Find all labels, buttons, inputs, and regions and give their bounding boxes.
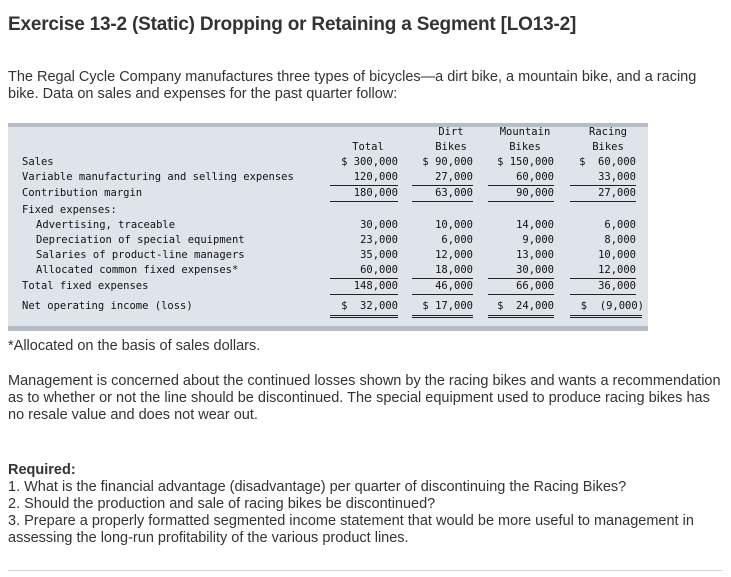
cell-variable-mountain: 60,000 bbox=[516, 171, 554, 183]
management-paragraph: Management is concerned about the continued losses shown by the racing bikes and wants a recommendation as to whether or not the line should be discontinued. The special equipment used to produce racing bikes has no resale value and does not wear out. bbox=[8, 373, 721, 423]
required-section bbox=[8, 462, 726, 547]
double-underline bbox=[330, 315, 398, 316]
double-underline bbox=[570, 317, 642, 318]
income-statement-table bbox=[8, 123, 648, 331]
double-underline bbox=[412, 315, 473, 316]
row-label-depreciation: Depreciation of special equipment bbox=[36, 234, 245, 246]
table-bottom-bar bbox=[8, 326, 648, 331]
cell-depreciation-dirt: 6,000 bbox=[441, 234, 473, 246]
cell-allocated-racing: 12,000 bbox=[598, 264, 636, 276]
row-label-total-fixed: Total fixed expenses bbox=[22, 280, 149, 292]
underline bbox=[570, 201, 636, 202]
underline bbox=[330, 201, 398, 202]
cell-advertising-total: 30,000 bbox=[360, 219, 398, 231]
row-label-fixed-expenses: Fixed expenses: bbox=[22, 204, 117, 216]
header-racing-line1: Racing bbox=[589, 126, 627, 138]
cell-allocated-dirt: 18,000 bbox=[435, 264, 473, 276]
cell-depreciation-racing: 8,000 bbox=[604, 234, 636, 246]
cell-depreciation-total: 23,000 bbox=[360, 234, 398, 246]
row-label-contribution-margin: Contribution margin bbox=[22, 187, 143, 199]
header-dirt-line2: Bikes bbox=[435, 141, 467, 153]
required-item-2: 2. Should the production and sale of racing bikes be discontinued? bbox=[8, 496, 436, 512]
exercise-title: Exercise 13-2 (Static) Dropping or Retaining a Segment [LO13-2] bbox=[8, 14, 577, 35]
required-title: Required: bbox=[8, 462, 76, 478]
row-label-net-operating-income: Net operating income (loss) bbox=[22, 300, 193, 312]
footnote: *Allocated on the basis of sales dollars. bbox=[8, 338, 261, 354]
header-dirt-line1: Dirt bbox=[438, 126, 464, 138]
cell-variable-racing: 33,000 bbox=[598, 171, 636, 183]
cell-allocated-total: 60,000 bbox=[360, 264, 398, 276]
cell-noi-dirt: $ 17,000 bbox=[422, 300, 473, 312]
cell-total-fixed-racing: 36,000 bbox=[598, 280, 636, 292]
header-mountain-line2: Bikes bbox=[509, 141, 541, 153]
cell-contribution-racing: 27,000 bbox=[598, 187, 636, 199]
header-mountain-line1: Mountain bbox=[499, 126, 551, 138]
row-label-advertising: Advertising, traceable bbox=[36, 219, 176, 231]
cell-sales-racing: $ 60,000 bbox=[579, 156, 636, 168]
required-item-1: 1. What is the financial advantage (disadvantage) per quarter of discontinuing the Racing Bikes? bbox=[8, 479, 627, 495]
row-label-allocated: Allocated common fixed expenses* bbox=[36, 264, 239, 276]
double-underline bbox=[330, 317, 398, 318]
row-label-variable-expenses: Variable manufacturing and selling expenses bbox=[22, 171, 294, 183]
cell-noi-mountain: $ 24,000 bbox=[497, 300, 554, 312]
underline bbox=[330, 294, 398, 295]
double-underline bbox=[412, 317, 473, 318]
cell-sales-total: $ 300,000 bbox=[341, 156, 398, 168]
cell-noi-racing: $ (9,000) bbox=[580, 300, 644, 312]
header-total: Total bbox=[352, 141, 384, 153]
cell-salaries-dirt: 12,000 bbox=[435, 249, 473, 261]
cell-advertising-mountain: 14,000 bbox=[516, 219, 554, 231]
cell-total-fixed-mountain: 66,000 bbox=[516, 280, 554, 292]
cell-advertising-dirt: 10,000 bbox=[435, 219, 473, 231]
underline bbox=[488, 294, 554, 295]
cell-variable-dirt: 27,000 bbox=[435, 171, 473, 183]
cell-total-fixed-dirt: 46,000 bbox=[435, 280, 473, 292]
row-label-sales: Sales bbox=[22, 156, 54, 168]
header-racing-line2: Bikes bbox=[592, 141, 624, 153]
cell-contribution-dirt: 63,000 bbox=[435, 187, 473, 199]
cell-contribution-total: 180,000 bbox=[353, 187, 398, 199]
cell-allocated-mountain: 30,000 bbox=[516, 264, 554, 276]
cell-contribution-mountain: 90,000 bbox=[516, 187, 554, 199]
cell-sales-mountain: $ 150,000 bbox=[497, 156, 554, 168]
required-item-3: 3. Prepare a properly formatted segmented income statement that would be more useful to management in assessing the long-run profitability of the various product lines. bbox=[8, 513, 694, 546]
double-underline bbox=[570, 315, 642, 316]
cell-variable-total: 120,000 bbox=[353, 171, 398, 183]
underline bbox=[412, 201, 473, 202]
underline bbox=[412, 294, 473, 295]
double-underline bbox=[488, 317, 554, 318]
intro-paragraph: The Regal Cycle Company manufactures three types of bicycles—a dirt bike, a mountain bike, and a racing bike. Data on sales and expenses for the past quarter follow: bbox=[8, 69, 697, 102]
double-underline bbox=[488, 315, 554, 316]
cell-salaries-mountain: 13,000 bbox=[516, 249, 554, 261]
cell-advertising-racing: 6,000 bbox=[604, 219, 636, 231]
underline bbox=[488, 201, 554, 202]
cell-sales-dirt: $ 90,000 bbox=[422, 156, 473, 168]
cell-total-fixed-total: 148,000 bbox=[353, 280, 398, 292]
cell-noi-total: $ 32,000 bbox=[341, 300, 398, 312]
cell-depreciation-mountain: 9,000 bbox=[522, 234, 554, 246]
cell-salaries-total: 35,000 bbox=[360, 249, 398, 261]
underline bbox=[570, 294, 636, 295]
cell-salaries-racing: 10,000 bbox=[598, 249, 636, 261]
bottom-divider bbox=[8, 570, 723, 571]
row-label-salaries: Salaries of product-line managers bbox=[36, 249, 245, 261]
